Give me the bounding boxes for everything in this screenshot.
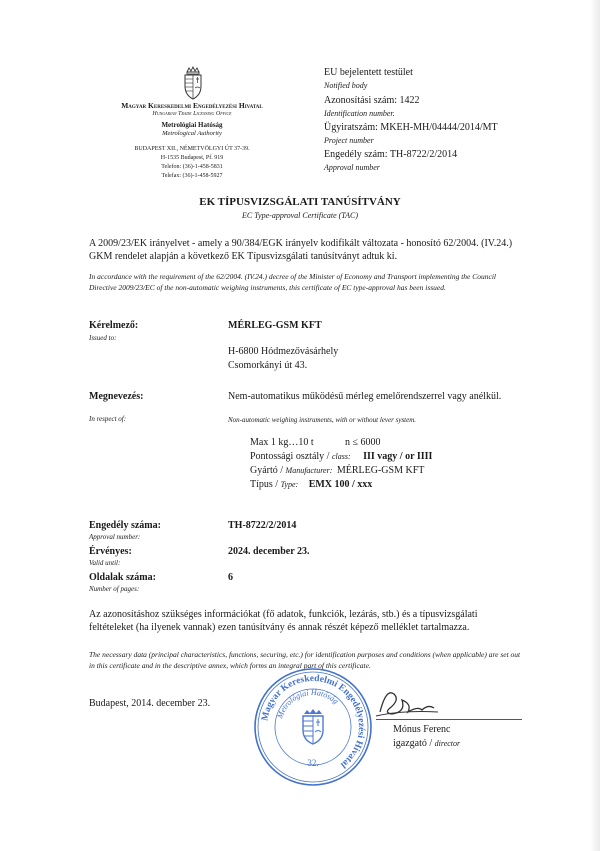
notified-body: EU bejelentett testület — [324, 67, 413, 78]
stamp-crest-icon — [303, 709, 323, 744]
accuracy-class-value: III vagy / or IIII — [363, 451, 433, 462]
approval-number-header: Engedély szám: TH-8722/2/2014 — [324, 149, 458, 160]
office-name-en: Hungarian Trade Licensing Office — [152, 111, 232, 117]
manufacturer-value: MÉRLEG-GSM KFT — [336, 465, 425, 476]
authority-name: Metrológiai Hatóság — [161, 121, 223, 129]
approval-value: TH-8722/2/2014 — [228, 520, 297, 531]
max-capacity: Max 1 kg…10 t — [250, 437, 314, 448]
signer-role-row — [393, 738, 460, 749]
stamp-inner-text: Metrológiai Hatóság — [275, 687, 341, 720]
accuracy-class-label: Pontossági osztály / — [250, 451, 332, 462]
applicant-label-en: Issued to: — [89, 334, 117, 342]
identification-number-en: Identification number. — [324, 109, 395, 118]
signer-role-en: director — [434, 739, 461, 748]
office-name: Magyar Kereskedelmi Engedélyezési Hivatal — [121, 101, 263, 110]
valid-value: 2024. december 23. — [228, 546, 310, 557]
notice-hungarian: Az azonosításhoz szükséges információkat (fő adatok, funkciók, lezárás, stb.) és a típusvizsgálati feltételeket (ha ilyenek vannak) ezen tanúsítvány és annak részét képező melléklet tartalmazza. — [89, 609, 478, 633]
notice-english: The necessary data (principal characteristics, functions, securing, etc.) for identification purposes and conditions (when applicable) are set out in this certificate and in the descriptive annex, which forms an integral part of this certificate. — [89, 650, 521, 670]
accuracy-class-row — [250, 451, 432, 462]
intro-english: In accordance with the requirement of the 62/2004. (IV.24.) decree of the Minister of Economy and Transport implementing the Council Directive 2009/23/EC of the non-automatic weighing instruments, this certificate of EC type-approval has been issued. — [89, 272, 497, 292]
stamp-number: 32. — [307, 758, 319, 768]
manufacturer-label-en: Manufacturer: — [285, 466, 333, 475]
pages-label-en: Number of pages: — [89, 585, 140, 593]
handwritten-signature — [372, 682, 442, 722]
office-phone: Telefon: (36)-1-458-5831 — [161, 164, 223, 170]
designation-label-en: In respect of: — [89, 415, 127, 423]
designation-label: Megnevezés: — [89, 391, 144, 402]
project-number: Ügyiratszám: MKEH-MH/04444/2014/MT — [324, 122, 498, 133]
coat-of-arms-icon — [180, 66, 206, 100]
identification-number: Azonosítási szám: 1422 — [324, 95, 420, 106]
pages-value: 6 — [228, 572, 233, 583]
type-label-en: Type: — [280, 480, 299, 489]
type-row — [250, 479, 372, 490]
place-and-date: Budapest, 2014. december 23. — [89, 698, 211, 709]
pages-label: Oldalak száma: — [89, 572, 156, 583]
signer-name: Mónus Ferenc — [393, 724, 451, 735]
stamp-ring-text: Magyar Kereskedelmi Engedélyezési Hivatal — [260, 673, 367, 770]
certificate-title: EK TÍPUSVIZSGÁLATI TANÚSÍTVÁNY — [199, 196, 401, 208]
authority-name-en: Metrological Authority — [162, 130, 222, 137]
manufacturer-row — [250, 465, 424, 476]
notified-body-en: Notified body — [324, 81, 368, 90]
applicant-label: Kérelmező: — [89, 320, 139, 331]
approval-number-header-en: Approval number — [324, 163, 380, 172]
applicant-street: Csomorkányi út 43. — [228, 360, 308, 371]
valid-label: Érvényes: — [89, 546, 132, 557]
intro-hungarian: A 2009/23/EK irányelvet - amely a 90/384/EGK irányelv kodifikált változata - honosító 62/2004. (IV.24.) GKM rendelet alapján a következő EK Típusvizsgálati tanúsítványt adtuk ki. — [89, 238, 513, 262]
official-stamp — [248, 662, 378, 792]
manufacturer-label: Gyártó / — [250, 465, 286, 476]
designation-text-en: Non-automatic weighing instruments, with or without lever system. — [228, 416, 417, 424]
accuracy-class-label-en: class: — [331, 452, 351, 461]
type-label: Típus / — [250, 479, 281, 490]
certificate-subtitle: EC Type-approval Certificate (TAC) — [241, 211, 359, 220]
approval-label-en: Approval number: — [89, 533, 141, 541]
type-value: EMX 100 / xxx — [308, 479, 373, 490]
signer-role: igazgató / — [393, 738, 435, 749]
office-address: BUDAPEST XII., NÉMETVÖLGYI ÚT 37-39. — [134, 146, 250, 152]
office-fax: Telefax: (36)-1-458-5927 — [161, 173, 223, 179]
interval-count: n ≤ 6000 — [345, 437, 381, 448]
approval-label: Engedély száma: — [89, 520, 161, 531]
office-postbox: H-1535 Budapest, Pf. 919 — [160, 155, 224, 161]
valid-label-en: Valid until: — [89, 559, 121, 567]
page-edge-shadow — [590, 0, 600, 851]
signature-line — [376, 719, 522, 720]
project-number-en: Project number — [324, 136, 374, 145]
designation-text: Nem-automatikus működésű mérleg emelőrendszerrel vagy anélkül. — [228, 391, 502, 402]
applicant-city: H-6800 Hódmezővásárhely — [228, 346, 339, 357]
applicant-name: MÉRLEG-GSM KFT — [228, 320, 322, 331]
